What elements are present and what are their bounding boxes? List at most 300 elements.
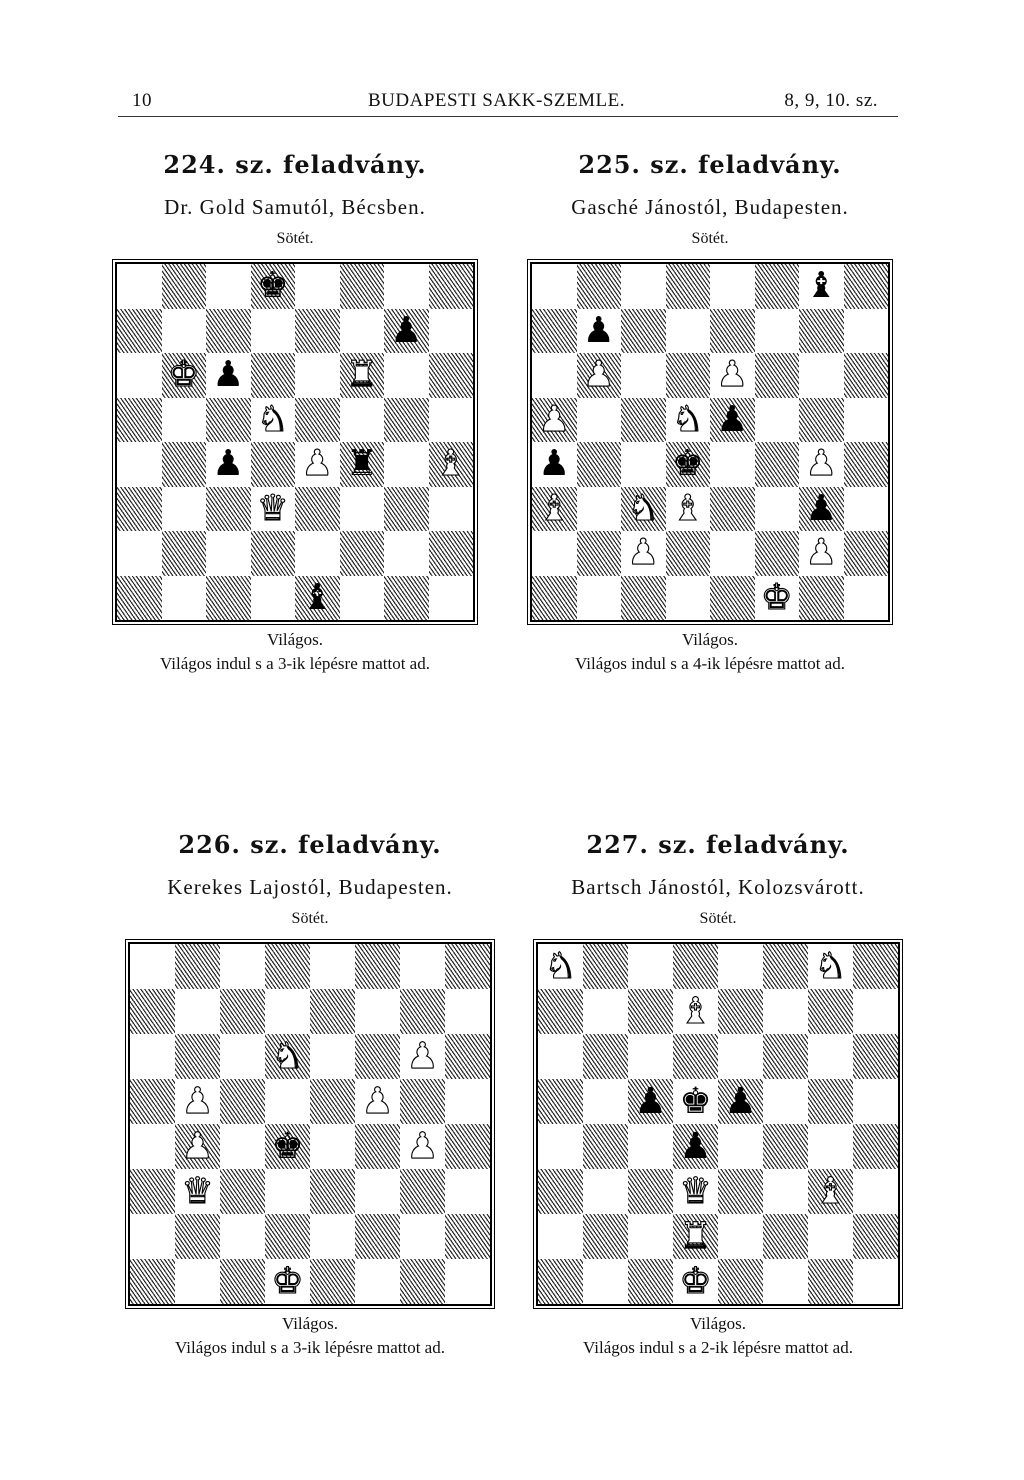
board-square	[355, 1169, 400, 1214]
board-square	[583, 989, 628, 1034]
chess-problem-227	[518, 830, 918, 1358]
board-square	[808, 1034, 853, 1079]
board-square	[295, 353, 340, 398]
board-square	[621, 398, 666, 443]
board-square	[162, 398, 207, 443]
white-label: Világos.	[689, 1314, 747, 1333]
board-square	[295, 442, 340, 487]
board-square	[808, 1079, 853, 1124]
board-square	[162, 309, 207, 354]
board-square	[853, 989, 898, 1034]
board-square	[710, 309, 755, 354]
board-square	[844, 576, 889, 621]
board-square	[666, 309, 711, 354]
board-square	[429, 442, 474, 487]
board-square	[175, 1214, 220, 1259]
board-square	[538, 1124, 583, 1169]
board-square	[808, 1124, 853, 1169]
black-pawn-icon: ♟	[634, 1080, 667, 1122]
board-square	[844, 353, 889, 398]
board-square	[755, 398, 800, 443]
board-square	[538, 1169, 583, 1214]
black-pawn-icon: ♟	[212, 354, 245, 396]
chess-problem-224	[95, 150, 495, 674]
white-pawn-icon: ♟	[582, 354, 615, 396]
board-square	[400, 1169, 445, 1214]
board-square	[162, 531, 207, 576]
chess-problem-226	[110, 830, 510, 1358]
board-square	[763, 1034, 808, 1079]
board-square	[808, 944, 853, 989]
board-square	[206, 353, 251, 398]
board-square	[673, 1169, 718, 1214]
black-label: Sötét.	[276, 230, 314, 247]
board-square	[384, 309, 429, 354]
board-square	[251, 442, 296, 487]
board-square	[799, 309, 844, 354]
board-square	[673, 1034, 718, 1079]
board-square	[445, 989, 490, 1034]
board-square	[429, 576, 474, 621]
board-square	[384, 398, 429, 443]
board-square	[844, 309, 889, 354]
board-square	[265, 1034, 310, 1079]
white-knight-icon: ♞	[256, 398, 289, 440]
black-pawn-icon: ♟	[716, 398, 749, 440]
board-square	[853, 1259, 898, 1304]
board-square	[117, 487, 162, 532]
board-square	[400, 1034, 445, 1079]
board-square	[710, 264, 755, 309]
board-square	[532, 264, 577, 309]
board-square	[718, 1169, 763, 1214]
board-square	[532, 442, 577, 487]
board-square	[673, 944, 718, 989]
board-square	[799, 264, 844, 309]
board-square	[206, 398, 251, 443]
board-square	[310, 1259, 355, 1304]
black-king-icon: ♚	[671, 443, 704, 485]
board-square	[340, 442, 385, 487]
white-bishop-icon: ♝	[814, 1170, 847, 1212]
board-square	[310, 944, 355, 989]
board-square	[532, 531, 577, 576]
black-pawn-icon: ♟	[679, 1125, 712, 1167]
board-square	[117, 309, 162, 354]
board-square	[206, 576, 251, 621]
black-king-icon: ♚	[679, 1080, 712, 1122]
board-square	[532, 576, 577, 621]
chess-board	[530, 262, 890, 622]
board-square	[799, 576, 844, 621]
board-square	[220, 1124, 265, 1169]
board-square	[295, 576, 340, 621]
board-square	[666, 264, 711, 309]
white-knight-icon: ♞	[271, 1035, 304, 1077]
chess-board	[536, 942, 900, 1306]
chess-problem-225	[510, 150, 910, 674]
board-square	[628, 1214, 673, 1259]
board-square	[718, 1214, 763, 1259]
board-square	[175, 1259, 220, 1304]
board-square	[400, 1124, 445, 1169]
board-square	[853, 1034, 898, 1079]
board-square	[355, 989, 400, 1034]
board-square	[844, 264, 889, 309]
board-square	[400, 1259, 445, 1304]
chess-board	[115, 262, 475, 622]
board-square	[445, 1124, 490, 1169]
board-square	[340, 531, 385, 576]
board-square	[583, 1079, 628, 1124]
board-square	[206, 531, 251, 576]
board-square	[265, 989, 310, 1034]
white-label: Világos.	[266, 630, 324, 649]
board-square	[355, 944, 400, 989]
black-pawn-icon: ♟	[582, 309, 615, 351]
board-square	[621, 264, 666, 309]
board-square	[295, 487, 340, 532]
board-square	[808, 1214, 853, 1259]
board-square	[710, 442, 755, 487]
board-square	[808, 1169, 853, 1214]
board-square	[710, 398, 755, 443]
board-square	[583, 1124, 628, 1169]
board-square	[532, 398, 577, 443]
board-square	[251, 353, 296, 398]
white-label: Világos.	[281, 1314, 339, 1333]
white-pawn-icon: ♟	[805, 443, 838, 485]
problem-author: Kerekes Lajostól, Budapesten.	[167, 875, 453, 899]
board-square	[251, 531, 296, 576]
board-square	[117, 398, 162, 443]
journal-title: BUDAPESTI SAKK-SZEMLE.	[368, 90, 625, 111]
board-square	[799, 353, 844, 398]
board-square	[621, 487, 666, 532]
board-square	[175, 989, 220, 1034]
board-square	[310, 989, 355, 1034]
board-square	[445, 944, 490, 989]
board-square	[400, 989, 445, 1034]
board-square	[340, 353, 385, 398]
board-square	[673, 1214, 718, 1259]
board-square	[429, 309, 474, 354]
board-square	[265, 1124, 310, 1169]
board-square	[162, 264, 207, 309]
board-square	[130, 1214, 175, 1259]
white-king-icon: ♚	[167, 354, 200, 396]
board-square	[175, 1169, 220, 1214]
white-rook-icon: ♜	[345, 354, 378, 396]
white-pawn-icon: ♟	[181, 1125, 214, 1167]
board-square	[445, 1169, 490, 1214]
board-square	[621, 576, 666, 621]
white-pawn-icon: ♟	[805, 532, 838, 574]
board-square	[763, 1259, 808, 1304]
board-square	[628, 1259, 673, 1304]
board-square	[220, 1259, 265, 1304]
stipulation: Világos indul s a 3-ik lépésre mattot ad.	[160, 654, 430, 673]
board-square	[621, 309, 666, 354]
board-square	[355, 1124, 400, 1169]
board-square	[429, 487, 474, 532]
board-square	[220, 1214, 265, 1259]
board-square	[628, 944, 673, 989]
board-square	[755, 264, 800, 309]
board-square	[577, 576, 622, 621]
board-square	[220, 944, 265, 989]
board-square	[340, 398, 385, 443]
white-knight-icon: ♞	[627, 487, 660, 529]
black-bishop-icon: ♝	[301, 576, 334, 618]
white-bishop-icon: ♝	[538, 487, 571, 529]
board-square	[162, 353, 207, 398]
black-king-icon: ♚	[256, 265, 289, 307]
board-square	[220, 989, 265, 1034]
white-pawn-icon: ♟	[406, 1035, 439, 1077]
problem-title: 226. sz. feladvány.	[178, 830, 442, 859]
board-square	[265, 944, 310, 989]
board-square	[853, 1079, 898, 1124]
board-square	[130, 1124, 175, 1169]
board-square	[755, 531, 800, 576]
board-square	[355, 1034, 400, 1079]
board-square	[583, 1034, 628, 1079]
board-square	[621, 353, 666, 398]
board-square	[175, 1079, 220, 1124]
page-number: 10	[132, 90, 152, 111]
board-square	[799, 398, 844, 443]
board-square	[251, 398, 296, 443]
board-square	[117, 264, 162, 309]
board-square	[295, 264, 340, 309]
board-square	[355, 1214, 400, 1259]
white-king-icon: ♚	[271, 1260, 304, 1302]
black-king-icon: ♚	[271, 1125, 304, 1167]
white-pawn-icon: ♟	[627, 532, 660, 574]
board-square	[844, 531, 889, 576]
board-square	[763, 1079, 808, 1124]
board-square	[340, 576, 385, 621]
board-square	[220, 1169, 265, 1214]
board-square	[429, 353, 474, 398]
board-square	[295, 531, 340, 576]
board-square	[853, 1124, 898, 1169]
board-square	[220, 1079, 265, 1124]
black-label: Sötét.	[691, 230, 729, 247]
white-pawn-icon: ♟	[406, 1125, 439, 1167]
board-square	[206, 309, 251, 354]
black-pawn-icon: ♟	[212, 443, 245, 485]
white-queen-icon: ♛	[679, 1170, 712, 1212]
board-square	[628, 1079, 673, 1124]
board-square	[628, 1124, 673, 1169]
board-square	[577, 487, 622, 532]
board-square	[429, 531, 474, 576]
board-square	[251, 309, 296, 354]
board-square	[265, 1259, 310, 1304]
board-square	[763, 989, 808, 1034]
board-square	[532, 487, 577, 532]
board-square	[400, 944, 445, 989]
board-square	[755, 576, 800, 621]
board-square	[384, 264, 429, 309]
board-square	[538, 989, 583, 1034]
black-pawn-icon: ♟	[538, 443, 571, 485]
board-square	[162, 442, 207, 487]
white-pawn-icon: ♟	[361, 1080, 394, 1122]
board-square	[400, 1214, 445, 1259]
board-square	[583, 944, 628, 989]
board-square	[718, 1124, 763, 1169]
board-square	[310, 1124, 355, 1169]
board-square	[538, 1214, 583, 1259]
board-square	[220, 1034, 265, 1079]
board-square	[808, 989, 853, 1034]
board-square	[538, 1079, 583, 1124]
white-bishop-icon: ♝	[679, 990, 712, 1032]
board-square	[673, 1259, 718, 1304]
board-square	[532, 309, 577, 354]
black-rook-icon: ♜	[345, 443, 378, 485]
black-bishop-icon: ♝	[805, 265, 838, 307]
board-square	[117, 576, 162, 621]
board-square	[755, 442, 800, 487]
board-square	[799, 442, 844, 487]
board-square	[175, 1034, 220, 1079]
stipulation: Világos indul s a 4-ik lépésre mattot ad.	[575, 654, 845, 673]
board-square	[400, 1079, 445, 1124]
black-pawn-icon: ♟	[724, 1080, 757, 1122]
board-square	[673, 1124, 718, 1169]
white-queen-icon: ♛	[181, 1170, 214, 1212]
stipulation: Világos indul s a 3-ik lépésre mattot ad.	[175, 1338, 445, 1357]
problem-title: 227. sz. feladvány.	[586, 830, 850, 859]
board-square	[175, 944, 220, 989]
board-square	[265, 1169, 310, 1214]
board-square	[340, 264, 385, 309]
board-square	[355, 1259, 400, 1304]
board-square	[251, 487, 296, 532]
board-square	[583, 1259, 628, 1304]
board-square	[130, 1259, 175, 1304]
board-square	[355, 1079, 400, 1124]
board-square	[162, 576, 207, 621]
board-square	[295, 309, 340, 354]
board-square	[538, 1259, 583, 1304]
board-square	[853, 1214, 898, 1259]
board-square	[718, 989, 763, 1034]
stipulation: Világos indul s a 2-ik lépésre mattot ad.	[583, 1338, 853, 1357]
board-square	[763, 1214, 808, 1259]
board-square	[755, 487, 800, 532]
white-rook-icon: ♜	[679, 1215, 712, 1257]
board-square	[445, 1259, 490, 1304]
board-square	[710, 353, 755, 398]
board-square	[577, 309, 622, 354]
board-square	[429, 398, 474, 443]
black-pawn-icon: ♟	[805, 487, 838, 529]
board-square	[673, 1079, 718, 1124]
board-square	[384, 487, 429, 532]
white-pawn-icon: ♟	[716, 354, 749, 396]
board-square	[718, 1079, 763, 1124]
board-square	[844, 442, 889, 487]
board-square	[799, 487, 844, 532]
board-square	[445, 1214, 490, 1259]
board-square	[710, 576, 755, 621]
board-square	[583, 1214, 628, 1259]
board-square	[384, 576, 429, 621]
board-square	[310, 1034, 355, 1079]
board-square	[763, 1124, 808, 1169]
board-square	[206, 442, 251, 487]
board-square	[583, 1169, 628, 1214]
board-square	[666, 531, 711, 576]
board-square	[265, 1079, 310, 1124]
board-square	[340, 487, 385, 532]
black-label: Sötét.	[699, 910, 737, 927]
board-square	[310, 1214, 355, 1259]
board-square	[628, 989, 673, 1034]
white-knight-icon: ♞	[671, 398, 704, 440]
board-square	[628, 1169, 673, 1214]
board-square	[763, 944, 808, 989]
board-square	[162, 487, 207, 532]
board-square	[628, 1034, 673, 1079]
board-square	[577, 264, 622, 309]
board-square	[117, 531, 162, 576]
board-square	[445, 1034, 490, 1079]
board-square	[117, 353, 162, 398]
board-square	[621, 531, 666, 576]
board-square	[251, 576, 296, 621]
board-square	[799, 531, 844, 576]
board-square	[673, 989, 718, 1034]
board-square	[384, 442, 429, 487]
board-square	[666, 353, 711, 398]
problem-title: 224. sz. feladvány.	[163, 150, 427, 179]
board-square	[710, 487, 755, 532]
white-king-icon: ♚	[679, 1260, 712, 1302]
board-square	[755, 353, 800, 398]
board-square	[130, 1079, 175, 1124]
white-knight-icon: ♞	[814, 945, 847, 987]
running-header	[118, 86, 898, 117]
board-square	[295, 398, 340, 443]
board-square	[853, 944, 898, 989]
white-bishop-icon: ♝	[671, 487, 704, 529]
white-knight-icon: ♞	[544, 945, 577, 987]
board-square	[844, 398, 889, 443]
board-square	[117, 442, 162, 487]
board-square	[755, 309, 800, 354]
board-square	[666, 398, 711, 443]
board-square	[175, 1124, 220, 1169]
problem-author: Gasché Jánostól, Budapesten.	[571, 195, 849, 219]
white-pawn-icon: ♟	[181, 1080, 214, 1122]
board-square	[206, 264, 251, 309]
board-square	[666, 487, 711, 532]
black-label: Sötét.	[291, 910, 329, 927]
board-square	[621, 442, 666, 487]
board-square	[130, 1169, 175, 1214]
board-square	[130, 944, 175, 989]
problem-title: 225. sz. feladvány.	[578, 150, 842, 179]
white-bishop-icon: ♝	[434, 443, 467, 485]
board-square	[853, 1169, 898, 1214]
board-square	[251, 264, 296, 309]
